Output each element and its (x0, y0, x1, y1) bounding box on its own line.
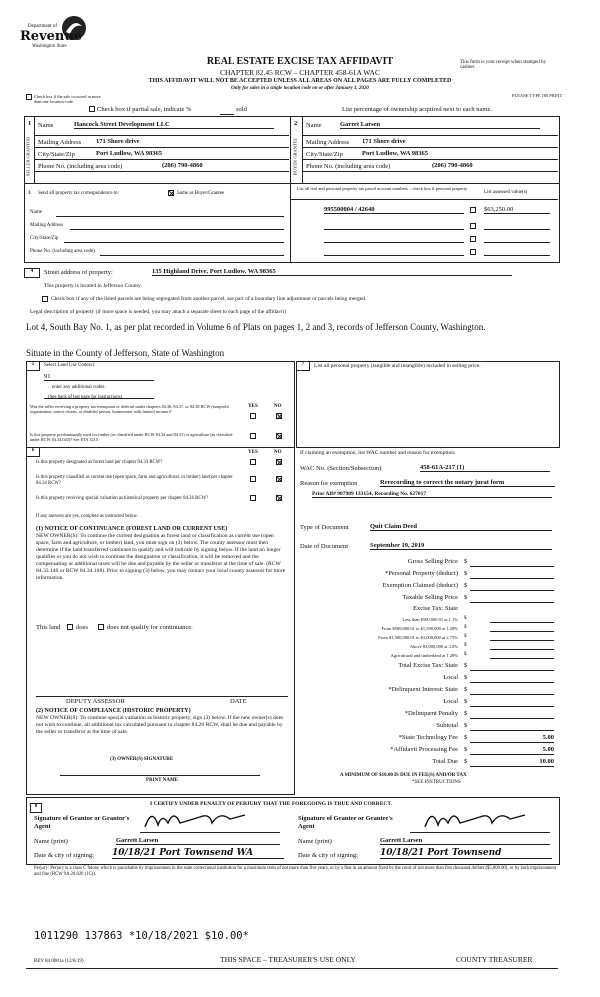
logo-main: Revenue (20, 29, 83, 44)
tax-row2-sym: $ (464, 734, 468, 741)
s6-q2: Is this property classified as current use (open space, farm and agricultural, or timber) land per chapter 84.34 RCW? (36, 475, 233, 486)
bracket-label: Agricultural and timberland at 1.28% (390, 653, 458, 658)
treasurer-stamp: 1011290 137863 *10/18/2021 $10.00* (34, 930, 249, 942)
street-field[interactable]: 135 Highland Drive, Port Ludlow, WA 98365 (152, 268, 512, 276)
situate-line: Situate in the County of Jefferson, State of Washington (26, 348, 225, 358)
ownership-note: List percentage of ownership acquired next to each name. (342, 106, 492, 113)
s5-no-header: NO (274, 404, 282, 409)
prior-aff-field[interactable]: Prior Aff# 907909 133154, Recording No. 627017 (312, 491, 552, 498)
grantor-sig-label: Signature of Grantor or Grantor's Agent (34, 815, 130, 830)
seller-num: 1 (28, 120, 32, 127)
same-as-checkbox[interactable] (168, 190, 174, 196)
land-use-field[interactable]: 91 (44, 373, 154, 381)
seller-name-label: Name (38, 122, 54, 129)
buyer-side-label: BUYER GRANTEE (292, 137, 298, 176)
buyer-phone-label: Phone No. (including area code) (306, 163, 391, 170)
section7-num: 7 (296, 361, 310, 371)
notice1-text: NEW OWNER(S): To continue the current designation as forest land or classification as current use (open space, farm and agriculture, or timber) land, you must sign on (3) below. The county assessor must then determine if the land transferred continues to qualify and will indicate by signing below. If the land no longer qualifies or you do not wish to continue the designation or classification, it will be removed and the compensating or additional taxes will be due and payable by the seller or transferor at the time of sale. (RCW 84.33.140 or RCW 84.34.108). Prior to signing (3) below, you may contact your local county assessor for more information. (36, 533, 286, 581)
bracket-sym: $ (464, 625, 467, 630)
parcel1-checkbox[interactable] (470, 207, 476, 213)
county-treasurer: COUNTY TREASURER (456, 955, 533, 964)
doc-date-label: Date of Document (300, 543, 349, 550)
land-use-label: Select Land Use Code(s): (44, 363, 96, 368)
section3-label: Send all property tax correspondence to: (38, 191, 119, 196)
tax-row-sym: $ (464, 570, 468, 577)
tax-row-sym: $ (464, 558, 468, 565)
receipt-note: This form is your receipt when stamped by cashier. (460, 60, 546, 70)
form-only-for: Only for sales in a single location code on or after January 1, 2020 (231, 86, 369, 91)
bracket-label: From $500,000.01 to $1,500,000 at 1.28% (381, 626, 458, 631)
print-name-label: PRINT NAME (146, 778, 178, 783)
wac-field[interactable]: 458-61A-217 (1) (420, 464, 550, 472)
parcel-header: List all real and personal property tax parcel account numbers – check box if personal property (296, 186, 468, 191)
tax-row2-sym: $ (464, 674, 468, 681)
tax-row2-label: Total Due (432, 758, 458, 765)
s6-q1-no[interactable] (276, 459, 282, 465)
parcel-field[interactable]: 995500004 / 42640 (324, 206, 464, 214)
does-label: does (76, 624, 88, 631)
seller-name-field[interactable]: Hancock Street Development LLC (74, 121, 274, 129)
tax-row2-sym: $ (464, 722, 468, 729)
bracket-label: From $1,500,000.01 to $3,000,000 at 2.75% (378, 635, 458, 640)
grantee-sig-label: Signature of Grantee or Grantee's Agent (298, 815, 393, 830)
this-land-label: This land (36, 624, 61, 631)
additional-codes-label: enter any additional codes: (52, 385, 106, 390)
tax-row2-sym: $ (464, 710, 468, 717)
seller-city-label: City/State/Zip (38, 151, 75, 158)
tax-row2-sym: $ (464, 746, 468, 753)
bracket-sym: $ (464, 616, 467, 621)
multi-location-label: Check box if the sale occurred in more than one location code. (34, 94, 101, 104)
type-or-print: PLEASE TYPE OR PRINT (512, 93, 563, 98)
assessed-header: List assessed value(s) (484, 190, 528, 195)
section5-num: 5 (26, 361, 40, 371)
grantor-date-field[interactable]: 10/18/21 Port Townsend WA (112, 848, 284, 859)
seller-phone-field[interactable]: (206) 790-4860 (162, 162, 203, 169)
s6-q1-yes[interactable] (250, 459, 256, 465)
bracket-sym: $ (464, 634, 467, 639)
parcel2-checkbox[interactable] (470, 223, 476, 229)
s6-no-header: NO (274, 450, 282, 455)
section7-label: List all personal property (tangible and intangible) included in selling price. (314, 363, 481, 369)
claiming-label: If claiming an exemption, list WAC number and reason for exemption: (300, 450, 456, 456)
seller-mail-field[interactable]: 171 Shore drive (96, 138, 140, 145)
grantee-date-field[interactable]: 10/18/21 Port Townsend (380, 848, 552, 859)
s5-q1: Was the seller receiving a property tax exemption or deferral under chapters 84.36, 84.37, or 84.38 RCW (nonprofit organization, senior citizen, or disabled person, homeowner with limited income)? (30, 404, 229, 415)
s5-q1-no[interactable] (276, 413, 282, 419)
reason-field[interactable]: Rerecording to correct the notary jurat form (380, 479, 555, 487)
tax-row2-label: Total Excise Tax: State (398, 662, 458, 669)
buyer-mail-field[interactable]: 171 Shore drive (362, 138, 406, 145)
logo-state: Washington State (32, 44, 67, 49)
s6-q2-no[interactable] (276, 476, 282, 482)
s5-q1-yes[interactable] (250, 413, 256, 419)
buyer-num: 2 (294, 120, 298, 127)
partial-sale-label: Check box if partial sale, indicate % (97, 106, 192, 113)
bracket-label: Above $3,000,000 at 3.0% (409, 644, 458, 649)
tax-row2-label: *Affidavit Processing Fee (390, 746, 458, 753)
grantor-date-label: Date & city of signing: (34, 852, 94, 859)
s3-phone-label: Phone No. (including area code) (30, 249, 95, 254)
segregated-label: Check box if any of the listed parcels are being segregated from another parcel, are part of a boundary line adjustment or parcels being merged. (51, 296, 367, 302)
county-line: This property is located in Jefferson County (44, 283, 141, 289)
notice1-title: (1) NOTICE OF CONTINUANCE (FOREST LAND OR CURRENT USE) (36, 526, 228, 532)
grantor-signature[interactable] (140, 805, 250, 833)
notice2-title: (2) NOTICE OF COMPLIANCE (HISTORIC PROPERTY) (36, 708, 191, 714)
s5-q2-no[interactable] (276, 433, 282, 439)
tax-row-label: Exemption Claimed (deduct) (382, 582, 458, 589)
tax-row2-label: Local (443, 674, 458, 681)
bracket-sym: $ (464, 652, 467, 657)
processing-fee-value: 5.00 (542, 746, 554, 753)
tax-row2-label: Subtotal (436, 722, 458, 729)
dor-logo (20, 14, 90, 54)
doc-type-label: Type of Document (300, 524, 349, 531)
s3-mail-label: Mailing Address (30, 223, 64, 228)
section6-num: 6 (26, 447, 40, 457)
buyer-name-label: Name (306, 122, 322, 129)
s5-yes-header: YES (248, 404, 258, 409)
tax-row2-sym: $ (464, 698, 468, 705)
grantee-name-label: Name (print) (298, 838, 332, 845)
tax-row2-label: *Delinquent Interest: State (388, 686, 458, 693)
legal-description: Lot 4, South Bay No. 1, as per plat recorded in Volume 6 of Plats on pages 1, 2 and 3, records of Jefferson County, Washington. (26, 322, 486, 332)
logo-dept: Department of (28, 24, 58, 29)
land-does-checkbox[interactable] (67, 624, 73, 630)
partial-sale-checkbox[interactable] (89, 106, 95, 112)
s5-q2-yes[interactable] (250, 433, 256, 439)
personal-property-section (296, 361, 560, 448)
assessed-field[interactable]: $63,250.00 (484, 206, 550, 214)
s6-q2-yes[interactable] (250, 476, 256, 482)
grantee-date-label: Date & city of signing: (298, 852, 358, 859)
s6-q3-yes[interactable] (250, 495, 256, 501)
bracket-label: Less than $500,000.01 at 1.1% (402, 617, 458, 622)
tax-row2-label: Local (443, 698, 458, 705)
parcel3-checkbox[interactable] (470, 236, 476, 242)
buyer-city-label: City/State/Zip (306, 151, 343, 158)
section8-num: 8 (30, 803, 42, 813)
s5-q2: Is this property predominantly used for timber (as classified under RCW 84.34 and 84.33) or agriculture (as classified under RCW 84.34.020)? See ETA 3215 (30, 432, 233, 443)
legal-label: Legal description of property (if more space is needed, you may attach a separate sheet to each page of the affidavit) (30, 309, 286, 315)
see-back: (See back of last page for instructions) (48, 395, 123, 400)
grantor-name-label: Name (print) (34, 838, 68, 845)
minimum-note: A MINIMUM OF $10.00 IS DUE IN FEE(S) AND/OR TAX (340, 773, 467, 778)
s6-q3-no[interactable] (276, 495, 282, 501)
deputy-assessor-label: DEPUTY ASSESSOR (66, 698, 125, 705)
buyer-mail-label: Mailing Address (306, 139, 350, 146)
notice2-text: NEW OWNER(S): To continue special valuation as historic property, sign (3) below. If the new owner(s) does not wish to continue, all additional tax calculated pursuant to chapter 84.26 RCW, shall be due and payable by the seller or transferor at the time of sale. (36, 715, 284, 735)
excise-state-label: Excise Tax: State (413, 605, 458, 612)
parcel4-checkbox[interactable] (470, 249, 476, 255)
seller-phone-label: Phone No. (including area code) (38, 163, 123, 170)
buyer-name-field[interactable]: Garret Larsen (340, 121, 540, 129)
tax-row2-sym: $ (464, 758, 468, 765)
tech-fee-value: 5.00 (542, 734, 554, 741)
s6-if-yes: If any answers are yes, complete as instructed below. (36, 514, 138, 519)
total-due-value: 10.00 (539, 758, 554, 765)
s6-yes-header: YES (248, 450, 258, 455)
buyer-phone-field[interactable]: (206) 790-4860 (432, 162, 473, 169)
does-not-label: does not qualify for continuance. (107, 624, 193, 631)
form-subtitle: CHAPTER 82.45 RCW – CHAPTER 458-61A WAC (220, 68, 380, 77)
owner-sig-label: (3) OWNER(S) SIGNATURE (110, 757, 174, 762)
multi-location-checkbox[interactable] (26, 94, 32, 100)
grantor-name-field[interactable]: Garrett Larsen (116, 837, 280, 845)
sold-label: sold (236, 106, 247, 113)
tax-row-label: *Personal Property (deduct) (385, 570, 458, 577)
perjury-text: Perjury: Perjury is a class C felony which is punishable by imprisonment in the state correctional institution for a maximum term of not more than five years, or by a fine in an amount fixed by the court of not more than five thousand dollars ($5,000.00), or by both imprisonment and fine (RCW 9A.20.020 (1C)). (34, 866, 557, 877)
tax-row2-sym: $ (464, 686, 468, 693)
wac-label: WAC No. (Section/Subsection) (300, 465, 382, 472)
same-as-label: Same as Buyer/Grantee (177, 191, 225, 196)
rev-number: REV 84 0001a (12/6/19) (34, 959, 84, 964)
s3-city-label: City/State/Zip (30, 236, 59, 241)
doc-date-field[interactable]: September 19, 2019 (370, 542, 552, 550)
grantee-signature[interactable] (420, 805, 530, 833)
see-instructions: *SEE INSTRUCTIONS (412, 780, 461, 785)
s3-name-label: Name (30, 210, 42, 215)
buyer-city-field[interactable]: Port Ludlow, WA 98365 (362, 150, 428, 157)
doc-type-field[interactable]: Quit Claim Deed (370, 523, 552, 531)
deputy-date-label: DATE (230, 698, 247, 705)
s6-q3: Is this property receiving special valuation as historical property per chapter 84.26 RCW? (36, 496, 209, 501)
certify-text: I CERTIFY UNDER PENALTY OF PERJURY THAT THE FOREGOING IS TRUE AND CORRECT. (150, 801, 393, 807)
section3-num: 3 (28, 191, 31, 196)
treasurer-space: THIS SPACE – TREASURER'S USE ONLY (220, 955, 356, 964)
form-title: REAL ESTATE EXCISE TAX AFFIDAVIT (206, 56, 394, 67)
land-does-not-checkbox[interactable] (98, 624, 104, 630)
tax-row-label: Taxable Selling Price (402, 594, 458, 601)
tax-row2-label: *State Technology Fee (398, 734, 458, 741)
s6-q1: Is this property designated as forest land per chapter 84.33 RCW? (36, 460, 163, 465)
bracket-sym: $ (464, 643, 467, 648)
seller-city-field[interactable]: Port Ludlow, WA 98365 (96, 150, 162, 157)
seller-side-label: SELLER GRANTOR (25, 136, 31, 177)
tax-row-sym: $ (464, 594, 468, 601)
section4-num: 4 (24, 268, 40, 278)
tax-row2-label: *Delinquent Penalty (404, 710, 458, 717)
reason-label: Reason for exemption (300, 480, 358, 487)
tax-row-label: Gross Selling Price (407, 558, 458, 565)
street-label: Street address of property: (44, 269, 113, 276)
form-notice: THIS AFFIDAVIT WILL NOT BE ACCEPTED UNLESS ALL AREAS ON ALL PAGES ARE FULLY COMPLETED (148, 78, 452, 84)
seller-mail-label: Mailing Address (38, 139, 82, 146)
tax-row2-sym: $ (464, 662, 468, 669)
segregated-checkbox[interactable] (42, 296, 48, 302)
grantee-name-field[interactable]: Garrett Larsen (380, 837, 550, 845)
tax-row-sym: $ (464, 582, 468, 589)
